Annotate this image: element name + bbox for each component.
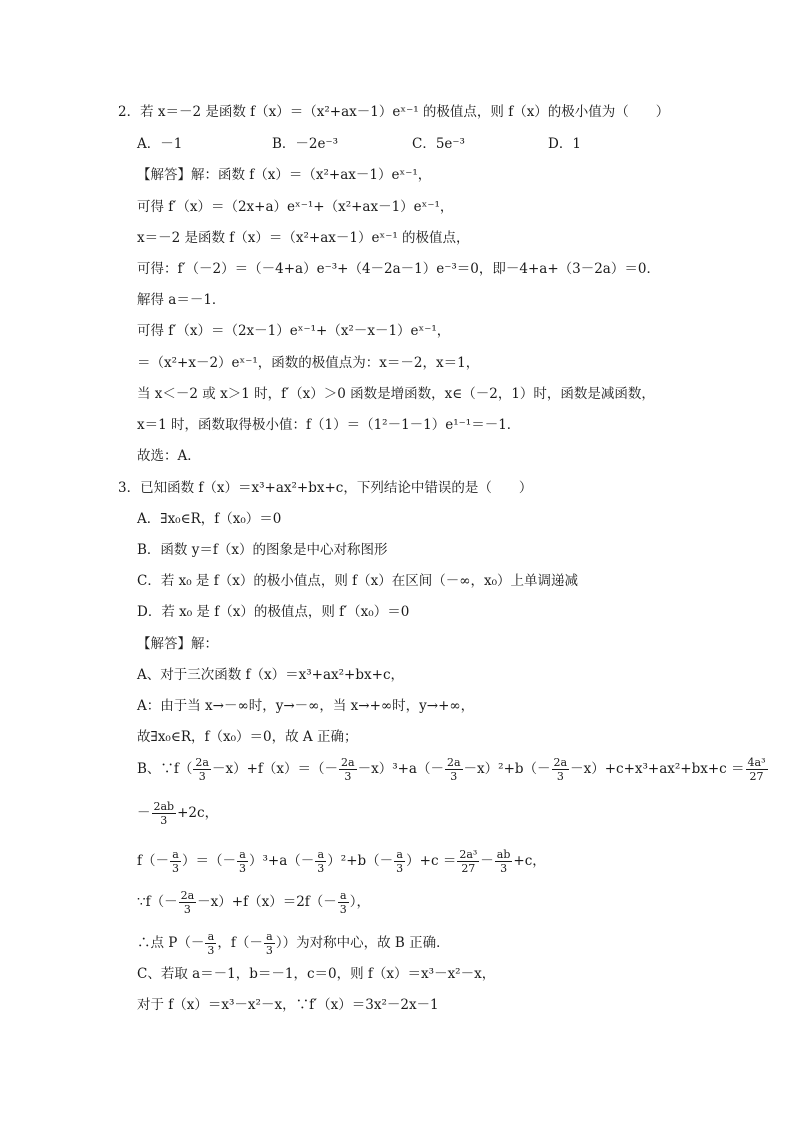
question-3-option-d: D．若 x₀ 是 f（x）的极值点，则 f′（x₀）＝0 bbox=[137, 604, 410, 620]
text: －x）+f（x）＝（－ bbox=[211, 761, 339, 777]
question-3-option-c: C．若 x₀ 是 f（x）的极小值点，则 f（x）在区间（－∞，x₀）上单调递减 bbox=[137, 573, 579, 589]
numerator: a bbox=[338, 889, 349, 903]
text: ∴点 P（－ bbox=[137, 935, 205, 951]
solution-2-line-9: x＝1 时，函数取得极小值：f（1）＝（1²－1－1）e¹⁻¹＝－1． bbox=[137, 417, 521, 433]
solution-3-heading: 【解答】解： bbox=[137, 636, 218, 652]
fraction bbox=[205, 930, 216, 957]
denominator: 3 bbox=[265, 944, 273, 957]
denominator: 3 bbox=[160, 814, 168, 827]
solution-2-line-2: 可得 f′（x）＝（2x+a）eˣ⁻¹+（x²+ax－1）eˣ⁻¹， bbox=[137, 199, 454, 215]
question-3-stem: 3．已知函数 f（x）＝x³+ax²+bx+c，下列结论中错误的是（ ） bbox=[118, 480, 533, 496]
denominator: 3 bbox=[396, 862, 404, 875]
fraction bbox=[339, 756, 357, 783]
solution-3-b-line-3 bbox=[137, 848, 546, 875]
text: － bbox=[480, 853, 494, 869]
fraction bbox=[552, 756, 570, 783]
text: －x）+c+x³+ax²+bx+c ＝ bbox=[570, 761, 745, 777]
solution-2-line-8: 当 x＜－2 或 x＞1 时，f′（x）＞0 函数是增函数，x∈（－2，1）时，函数是减函数， bbox=[137, 386, 655, 402]
denominator: 3 bbox=[183, 903, 191, 916]
numerator: 2a bbox=[180, 889, 195, 902]
numerator: a bbox=[237, 848, 248, 862]
numerator: ab bbox=[496, 848, 511, 861]
solution-3-b-line-4 bbox=[137, 889, 370, 916]
solution-2-answer: 故选：A． bbox=[137, 448, 201, 464]
question-2-stem: 2．若 x＝－2 是函数 f（x）＝（x²+ax－1）eˣ⁻¹ 的极值点，则 f（x）的极小值为（ ） bbox=[118, 104, 670, 120]
denominator: 3 bbox=[450, 770, 458, 783]
solution-2-line-6: 可得 f′（x）＝（2x－1）eˣ⁻¹+（x²－x－1）eˣ⁻¹， bbox=[137, 323, 451, 339]
fraction bbox=[179, 889, 197, 916]
solution-2-line-7: ＝（x²+x－2）eˣ⁻¹，函数的极值点为：x＝－2，x＝1， bbox=[137, 355, 480, 371]
text: －x）³+a（－ bbox=[357, 761, 444, 777]
denominator: 3 bbox=[500, 862, 508, 875]
question-3-option-a: A．∃x₀∈R，f（x₀）＝0 bbox=[137, 511, 282, 527]
text: +c， bbox=[513, 853, 546, 869]
denominator: 3 bbox=[207, 944, 215, 957]
solution-3-c-line-1: C、若取 a＝－1，b＝－1，c＝0，则 f（x）＝x³－x²－x， bbox=[137, 966, 496, 982]
question-3-option-b: B．函数 y＝f（x）的图象是中心对称图形 bbox=[137, 542, 388, 558]
text: ））为对称中心，故 B 正确． bbox=[275, 935, 450, 951]
text: ）， bbox=[349, 894, 371, 910]
text: －x）+f（x）＝2f（－ bbox=[197, 894, 337, 910]
option-b: B．－2e⁻³ bbox=[272, 136, 339, 152]
numerator: a bbox=[205, 930, 216, 944]
numerator: a bbox=[394, 848, 405, 862]
fraction bbox=[746, 756, 768, 783]
numerator: a bbox=[315, 848, 326, 862]
solution-2-line-4: 可得：f′（－2）＝（－4+a）e⁻³+（4－2a－1）e⁻³＝0，即－4+a+（3－2a）＝0． bbox=[137, 261, 660, 277]
option-a: A．－1 bbox=[137, 136, 183, 152]
fraction bbox=[193, 756, 211, 783]
option-c: C．5e⁻³ bbox=[412, 136, 465, 152]
text: －x）²+b（－ bbox=[463, 761, 551, 777]
text: ）³+a（－ bbox=[249, 853, 315, 869]
fraction bbox=[237, 848, 248, 875]
denominator: 3 bbox=[317, 862, 325, 875]
text: ）²+b（－ bbox=[327, 853, 394, 869]
numerator: a bbox=[264, 930, 275, 944]
denominator: 3 bbox=[556, 770, 564, 783]
option-d: D．1 bbox=[548, 136, 581, 152]
fraction bbox=[457, 848, 479, 875]
text: ，f（－ bbox=[217, 935, 263, 951]
solution-3-line-2: A：由于当 x→－∞时，y→－∞，当 x→+∞时，y→+∞， bbox=[137, 698, 475, 714]
numerator: 2a bbox=[553, 756, 568, 769]
fraction bbox=[264, 930, 275, 957]
fraction bbox=[445, 756, 463, 783]
solution-3-b-line-5 bbox=[137, 930, 450, 957]
numerator: 4a³ bbox=[747, 756, 766, 769]
solution-3-b-line-2 bbox=[137, 800, 218, 827]
solution-2-line-5: 解得 a＝－1． bbox=[137, 292, 226, 308]
numerator: 2ab bbox=[153, 800, 175, 813]
numerator: 2a bbox=[446, 756, 461, 769]
numerator: 2a³ bbox=[459, 848, 478, 861]
text: ∵f（－ bbox=[137, 894, 178, 910]
solution-2-line-3: x＝－2 是函数 f（x）＝（x²+ax－1）eˣ⁻¹ 的极值点， bbox=[137, 230, 470, 246]
denominator: 3 bbox=[198, 770, 206, 783]
text: +2c， bbox=[177, 805, 219, 821]
numerator: 2a bbox=[341, 756, 355, 769]
numerator: a bbox=[170, 848, 181, 862]
numerator: 2a bbox=[195, 756, 209, 769]
denominator: 3 bbox=[344, 770, 352, 783]
text: ）+c ＝ bbox=[406, 853, 457, 869]
text: f（－ bbox=[137, 853, 169, 869]
denominator: 27 bbox=[461, 862, 476, 875]
solution-3-c-line-2: 对于 f（x）＝x³－x²－x，∵f′（x）＝3x²－2x－1 bbox=[137, 997, 439, 1013]
fraction bbox=[152, 800, 177, 827]
fraction bbox=[315, 848, 326, 875]
solution-3-b-line-1 bbox=[137, 756, 769, 783]
denominator: 3 bbox=[172, 862, 179, 875]
fraction bbox=[338, 889, 349, 916]
fraction bbox=[170, 848, 181, 875]
denominator: 3 bbox=[339, 903, 347, 916]
denominator: 3 bbox=[239, 862, 246, 875]
denominator: 27 bbox=[749, 770, 764, 783]
solution-3-line-3: 故∃x₀∈R，f（x₀）＝0，故 A 正确； bbox=[137, 729, 358, 745]
text: － bbox=[137, 805, 151, 821]
solution-2-line-1: 【解答】解：函数 f（x）＝（x²+ax－1）eˣ⁻¹， bbox=[137, 167, 432, 183]
text: B、∵f（ bbox=[137, 761, 193, 777]
fraction bbox=[394, 848, 405, 875]
solution-3-line-1: A、对于三次函数 f（x）＝x³+ax²+bx+c， bbox=[137, 667, 405, 683]
text: ）＝（－ bbox=[182, 853, 236, 869]
fraction bbox=[495, 848, 513, 875]
